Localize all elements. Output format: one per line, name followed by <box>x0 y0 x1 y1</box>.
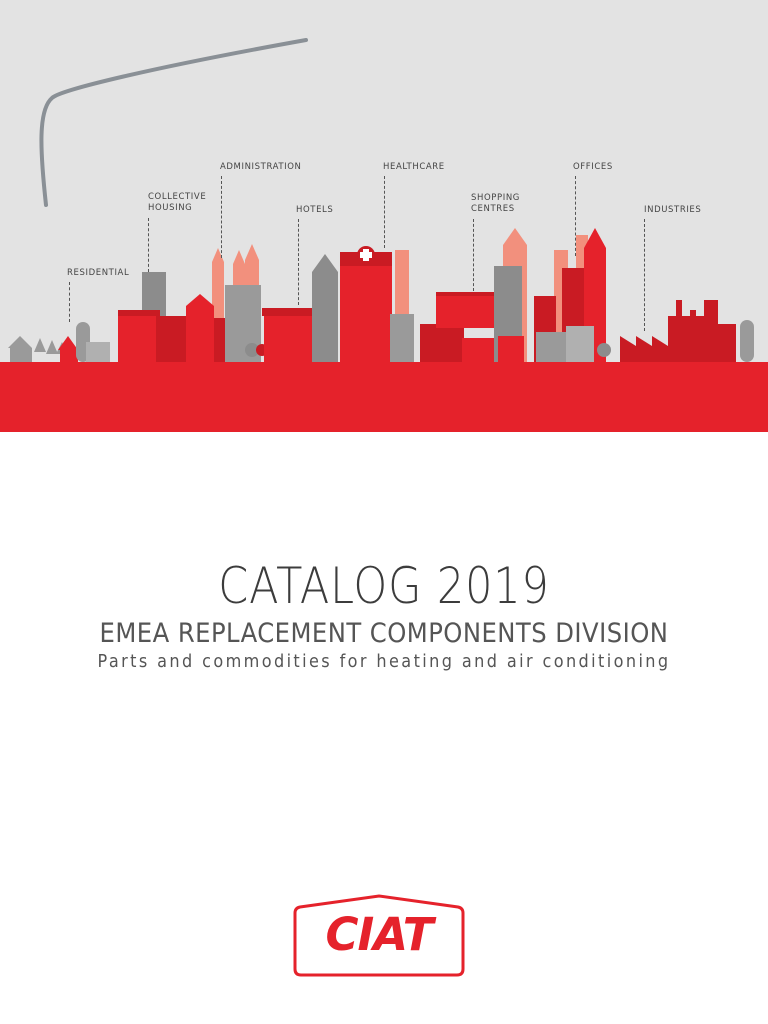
leader-line <box>221 176 222 258</box>
leader-line <box>298 219 299 305</box>
category-collective-housing: COLLECTIVE HOUSING <box>148 192 207 213</box>
ciat-logo <box>292 893 466 978</box>
collective-housing <box>118 272 186 362</box>
catalog-tagline: Parts and commodities for heating and air conditioning <box>97 652 671 672</box>
tree-right <box>740 320 754 362</box>
catalog-subtitle: EMEA REPLACEMENT COMPONENTS DIVISION <box>99 618 669 649</box>
cover-illustration <box>0 0 768 432</box>
leader-line <box>644 219 645 331</box>
leader-line <box>148 218 149 272</box>
category-offices: OFFICES <box>573 162 613 172</box>
residential-houses <box>8 322 110 362</box>
category-shopping-centres: SHOPPING CENTRES <box>471 193 520 214</box>
offices <box>534 228 611 362</box>
category-hotels: HOTELS <box>296 205 334 215</box>
catalog-title: CATALOG 2019 <box>218 557 550 615</box>
industries <box>620 300 736 362</box>
leader-line <box>384 176 385 248</box>
leader-line <box>69 282 70 322</box>
swoosh-line <box>41 40 306 205</box>
hotels <box>262 254 338 362</box>
category-industries: INDUSTRIES <box>644 205 702 215</box>
title-block <box>0 556 768 673</box>
leader-line <box>575 176 576 256</box>
category-administration: ADMINISTRATION <box>220 162 302 172</box>
shopping-centres <box>420 266 524 362</box>
leader-line <box>473 219 474 291</box>
red-ground-band <box>0 362 768 432</box>
logo-wordmark: CIAT <box>325 908 433 961</box>
category-healthcare: HEALTHCARE <box>383 162 445 172</box>
administration <box>186 285 268 362</box>
category-residential: RESIDENTIAL <box>67 268 130 278</box>
